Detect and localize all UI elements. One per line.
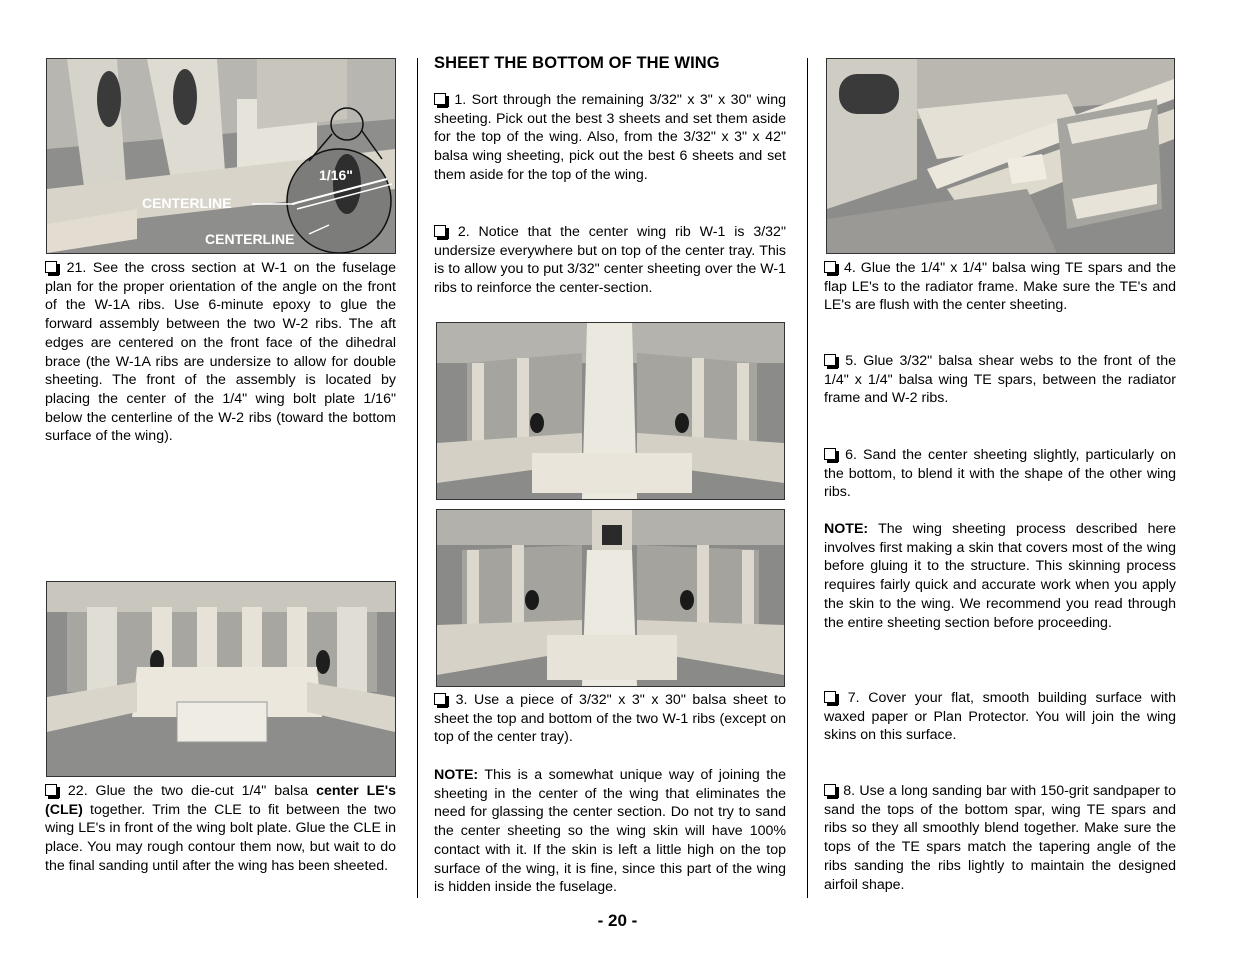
- checkbox-icon[interactable]: [824, 784, 836, 796]
- step-8-text: 8. Use a long sanding bar with 150-grit sandpaper to sand the tops of the bottom spar, wing TE spars and ribs so they all smoothly blend together. Make sure the tops of the TE spars match the tapering angle of the ribs sanding the ribs lightly to maintain the designed airfoil shape.: [824, 783, 1176, 893]
- step-5-text: 5. Glue 3/32" balsa shear webs to the front of the 1/4" x 1/4" balsa wing TE spars, between the radiator frame and W-2 ribs.: [824, 353, 1176, 407]
- section-heading: SHEET THE BOTTOM OF THE WING: [434, 54, 720, 72]
- step-21: [45, 259, 396, 446]
- step-2-text: 2. Notice that the center wing rib W-1 is 3/32" undersize everywhere but on top of the center tray. This is to allow you to put 3/32" center sheeting over the W-1 ribs to reinforce the center-section.: [434, 224, 786, 297]
- checkbox-icon[interactable]: [824, 448, 836, 460]
- step-21-text: 21. See the cross section at W-1 on the fuselage plan for the proper orientation of the angle on the front of the W-1A ribs. Use 6-minute epoxy to glue the forward assembly between the two W-2 ribs. The aft edges are centered on the front face of the dihedral brace (the W-1A ribs are undersize to allow for double sheeting. The front of the assembly is located by placing the center of the 1/4" wing bolt plate 1/16" below the centerline of the W-2 ribs (toward the bottom surface of the wing).: [45, 260, 396, 445]
- step-3: [434, 691, 786, 747]
- step-4-text: 4. Glue the 1/4" x 1/4" balsa wing TE spars and the flap LE's to the radiator frame. Make sure the TE's and LE's are flush with the center sheeting.: [824, 260, 1176, 314]
- note-text: The wing sheeting process described here involves first making a skin that covers most of the wing before gluing it to the structure. This skinning process requires fairly quick and accurate work when you apply the skin to the wing. We recommend you read through the entire sheeting section before proceeding.: [824, 521, 1176, 631]
- step-22: [45, 782, 396, 876]
- note-label: NOTE:: [434, 767, 479, 783]
- step-22-text-b: together. Trim the CLE to fit between the two wing LE's in front of the wing bolt plate. Glue the CLE in place. You may rough contour them now, but wait to do the final sanding until after the wing has been sheeted.: [45, 801, 396, 874]
- checkbox-icon[interactable]: [434, 93, 446, 105]
- note-text: This is a somewhat unique way of joining the sheeting in the center of the wing that eliminates the need for glassing the center section. Do not try to sand the center sheeting so the wing skin will have 100% contact with it. If the skin is left a little high on the top surface of the wing, it is fine, since this part of the wing is hidden inside the fuselage.: [434, 767, 786, 896]
- step-6-text: 6. Sand the center sheeting slightly, particularly on the bottom, to blend it with the shape of the other wing ribs.: [824, 447, 1176, 501]
- photo-forward-assembly: [46, 58, 396, 254]
- step-1: [434, 91, 786, 185]
- checkbox-icon[interactable]: [824, 691, 836, 703]
- checkbox-icon[interactable]: [434, 693, 446, 705]
- step-22-bold: center LE's (CLE): [45, 783, 397, 818]
- note-label: NOTE:: [824, 521, 869, 537]
- photo-center-le: [46, 581, 396, 777]
- step-8: [824, 782, 1176, 894]
- step-4: [824, 259, 1176, 315]
- note-middle: [434, 766, 786, 897]
- step-2: [434, 223, 786, 298]
- checkbox-icon[interactable]: [434, 225, 446, 237]
- photo-radiator-frame: [826, 58, 1175, 254]
- step-1-text: 1. Sort through the remaining 3/32" x 3" x 30" wing sheeting. Pick out the best 3 sheets and set them aside for the top of the wing. Also, from the 3/32" x 3" x 42" balsa wing sheeting, pick out the best 6 sheets and set them aside for the top of the wing.: [434, 92, 786, 183]
- step-6: [824, 446, 1176, 502]
- photo-center-sheeting-top: [436, 322, 785, 500]
- step-22-text-a: 22. Glue the two die-cut 1/4" balsa: [67, 783, 317, 799]
- step-7-text: 7. Cover your flat, smooth building surface with waxed paper or Plan Protector. You will join the wing skins on this surface.: [824, 690, 1176, 744]
- column-divider-left: [417, 58, 418, 898]
- note-right: [824, 520, 1176, 632]
- step-7: [824, 689, 1176, 745]
- photo-label-measure: 1/16": [319, 167, 353, 183]
- page-number: - 20 -: [597, 911, 638, 930]
- step-5: [824, 352, 1176, 408]
- photo-label-centerline-a: CENTERLINE: [142, 195, 232, 211]
- checkbox-icon[interactable]: [824, 261, 836, 273]
- step-3-text: 3. Use a piece of 3/32" x 3" x 30" balsa sheet to sheet the top and bottom of the two W-1 ribs (except on top of the center tray).: [434, 692, 786, 746]
- checkbox-icon[interactable]: [45, 261, 57, 273]
- checkbox-icon[interactable]: [45, 784, 57, 796]
- photo-center-sheeting-bottom: [436, 509, 785, 687]
- checkbox-icon[interactable]: [824, 354, 836, 366]
- column-divider-right: [807, 58, 808, 898]
- photo-label-centerline-b: CENTERLINE: [205, 231, 295, 247]
